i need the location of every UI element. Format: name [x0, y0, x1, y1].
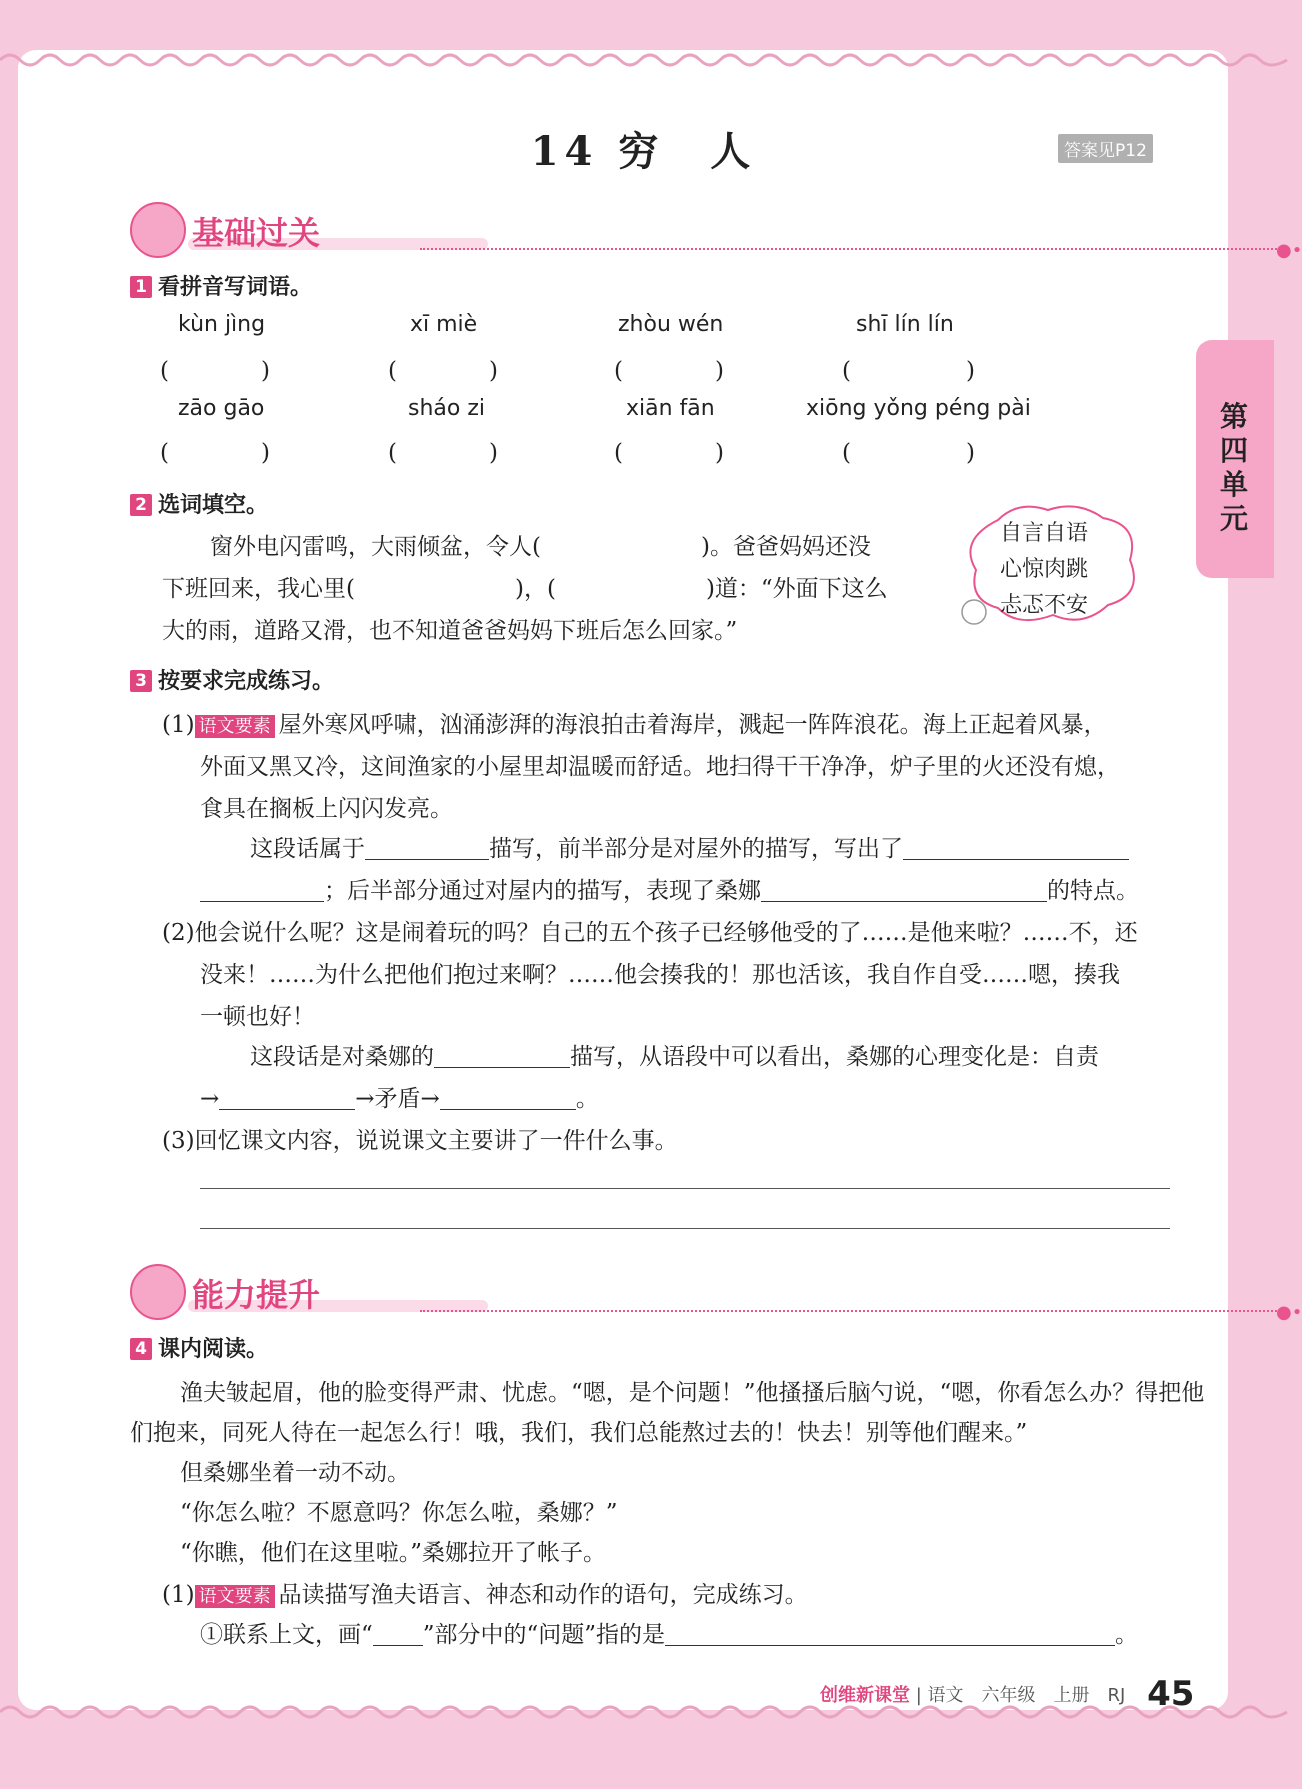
page-title: 14 穷 人: [530, 128, 757, 175]
text: 这段话是对桑娜的: [250, 1044, 434, 1070]
text: 品读描写渔夫语言、神态和动作的语句，完成练习。: [278, 1582, 808, 1608]
question-number: 2: [130, 494, 152, 516]
reading-paragraph-1b: 们抱来，同死人待在一起怎么行！哦，我们，我们总能熬过去的！快去！别等他们醒来。”: [130, 1420, 1028, 1446]
answer-reference-badge: 答案见P12: [1058, 134, 1153, 163]
answer-blank[interactable]: ( ): [160, 440, 270, 466]
q3-part3: (3)回忆课文内容，说说课文主要讲了一件什么事。: [162, 1128, 678, 1154]
mascot-icon: [130, 202, 186, 258]
pinyin-item: sháo zi: [408, 396, 485, 421]
text: 屋外寒风呼啸，汹涌澎湃的海浪拍击着海岸，溅起一阵阵浪花。海上正起着风暴，: [278, 712, 1107, 738]
q3-part2-question1: [250, 1038, 1099, 1071]
q4-sub1-question: [200, 1616, 1138, 1649]
reading-paragraph-1a: 渔夫皱起眉，他的脸变得严肃、忧虑。“嗯，是个问题！”他搔搔后脑勺说，“嗯，你看怎么办？得把他: [180, 1380, 1205, 1406]
text: 他会说什么呢？这是闹着玩的吗？自己的五个孩子已经够他受的了……是他来啦？……不，还: [194, 920, 1138, 946]
element-tag: 语文要素: [195, 1585, 275, 1608]
answer-blank[interactable]: ( ): [614, 440, 724, 466]
word-option: 心惊肉跳: [1000, 557, 1089, 582]
page-number: 45: [1147, 1674, 1195, 1714]
part-label: (2): [162, 920, 195, 946]
text: →矛盾→: [355, 1086, 440, 1112]
text: 的特点。: [1047, 878, 1139, 904]
element-tag: 语文要素: [195, 715, 275, 738]
dots-ornament-icon: ●•: [1276, 240, 1302, 261]
text: ①联系上文，画“: [200, 1622, 373, 1648]
section-title: 基础过关: [192, 214, 321, 252]
q3-part1-line3: 食具在搁板上闪闪发亮。: [200, 796, 453, 822]
q2-line3: 大的雨，道路又滑，也不知道爸爸妈妈下班后怎么回家。”: [162, 618, 738, 644]
text: 描写，从语段中可以看出，桑娜的心理变化是：自责: [570, 1044, 1099, 1070]
q2-line1: [210, 528, 871, 561]
footer-separator: |: [915, 1685, 922, 1706]
dotted-divider: [420, 248, 1280, 250]
pinyin-item: zhòu wén: [618, 312, 724, 337]
word-bank-cloud: [958, 500, 1144, 630]
text: )，(: [514, 576, 556, 602]
part-label: (1): [162, 1582, 195, 1608]
question-number: 3: [130, 670, 152, 692]
section-title: 能力提升: [192, 1276, 321, 1314]
q3-part1-question1: [250, 830, 1129, 863]
text: 窗外电闪雷鸣，大雨倾盆，令人(: [210, 534, 541, 560]
answer-blank[interactable]: ( ): [614, 358, 724, 384]
word-option: 自言自语: [1000, 521, 1089, 546]
answer-blank[interactable]: [761, 877, 1047, 902]
q3-part2-line3: 一顿也好！: [200, 1004, 315, 1030]
question-2-prompt: [130, 488, 268, 519]
dots-ornament-icon: ●•: [1276, 1302, 1302, 1323]
pinyin-item: xī miè: [410, 312, 478, 337]
q3-part2-line2: 没来！……为什么把他们抱过来啊？……他会揍我的！那也活该，我自作自受……嗯，揍我: [200, 962, 1120, 988]
word-option: 忐忑不安: [1000, 593, 1089, 618]
question-3-prompt: [130, 664, 334, 695]
footer-brand: 创维新课堂: [820, 1685, 910, 1706]
q3-part2-line1: [162, 914, 1138, 947]
q3-part2-question2: [200, 1080, 599, 1113]
question-text: 按要求完成练习。: [158, 669, 335, 694]
text: →: [200, 1086, 220, 1112]
q2-line2: [162, 570, 888, 603]
answer-blank[interactable]: [365, 835, 489, 860]
answer-line[interactable]: [200, 1188, 1170, 1189]
answer-blank[interactable]: ( ): [160, 358, 270, 384]
text: )。爸爸妈妈还没: [700, 534, 871, 560]
reading-paragraph-3: “你怎么啦？不愿意吗？你怎么啦，桑娜？”: [180, 1500, 618, 1526]
q3-part1-question2: [200, 872, 1139, 905]
answer-blank[interactable]: ( ): [842, 358, 975, 384]
text: 。: [575, 1086, 599, 1112]
answer-blank[interactable]: [434, 1043, 570, 1068]
answer-blank[interactable]: [200, 877, 324, 902]
question-text: 课内阅读。: [158, 1337, 269, 1362]
section-header-basic: [130, 200, 1302, 261]
answer-line[interactable]: [200, 1228, 1170, 1229]
answer-blank[interactable]: [219, 1085, 355, 1110]
dotted-divider: [420, 1310, 1280, 1312]
part-label: (1): [162, 712, 195, 738]
question-number: 1: [130, 276, 152, 298]
answer-blank[interactable]: ( ): [388, 440, 498, 466]
mascot-icon: [130, 1264, 186, 1320]
q4-sub1: [162, 1576, 808, 1609]
text: 下班回来，我心里(: [162, 576, 355, 602]
reading-paragraph-4: “你瞧，他们在这里啦。”桑娜拉开了帐子。: [180, 1540, 607, 1566]
pinyin-item: xiōng yǒng péng pài: [806, 396, 1031, 421]
question-1-prompt: [130, 270, 312, 301]
q3-part1-line2: 外面又黑又冷，这间渔家的小屋里却温暖而舒适。地扫得干干净净，炉子里的火还没有熄，: [200, 754, 1120, 780]
answer-blank[interactable]: [373, 1621, 423, 1646]
pinyin-item: xiān fān: [626, 396, 715, 421]
top-wave-border: [0, 38, 1287, 78]
section-header-advanced: [130, 1262, 1302, 1323]
pinyin-item: kùn jìng: [178, 312, 266, 337]
pinyin-item: shī lín lín: [856, 312, 954, 337]
answer-blank[interactable]: [440, 1085, 576, 1110]
text: )道：“外面下这么: [705, 576, 888, 602]
unit-side-tab-label: 第四单元: [1219, 400, 1248, 535]
answer-blank[interactable]: [903, 835, 1129, 860]
answer-blank[interactable]: ( ): [388, 358, 498, 384]
question-text: 看拼音写词语。: [158, 275, 313, 300]
text: 。: [1115, 1622, 1139, 1648]
text: ；后半部分通过对屋内的描写，表现了桑娜: [324, 878, 761, 904]
question-4-prompt: [130, 1332, 268, 1363]
pinyin-item: zāo gāo: [178, 396, 265, 421]
answer-blank[interactable]: ( ): [842, 440, 975, 466]
reading-paragraph-2: 但桑娜坐着一动不动。: [180, 1460, 410, 1486]
text: ”部分中的“问题”指的是: [422, 1622, 666, 1648]
answer-blank[interactable]: [665, 1621, 1115, 1646]
question-text: 选词填空。: [158, 493, 269, 518]
text: 描写，前半部分是对屋外的描写，写出了: [489, 836, 903, 862]
page-footer: [820, 1674, 1194, 1714]
q3-part1-line1: [162, 706, 1107, 739]
unit-side-tab: [1196, 340, 1274, 578]
footer-book-info: 语文 六年级 上册 RJ: [927, 1685, 1126, 1706]
text: 这段话属于: [250, 836, 365, 862]
question-number: 4: [130, 1338, 152, 1360]
